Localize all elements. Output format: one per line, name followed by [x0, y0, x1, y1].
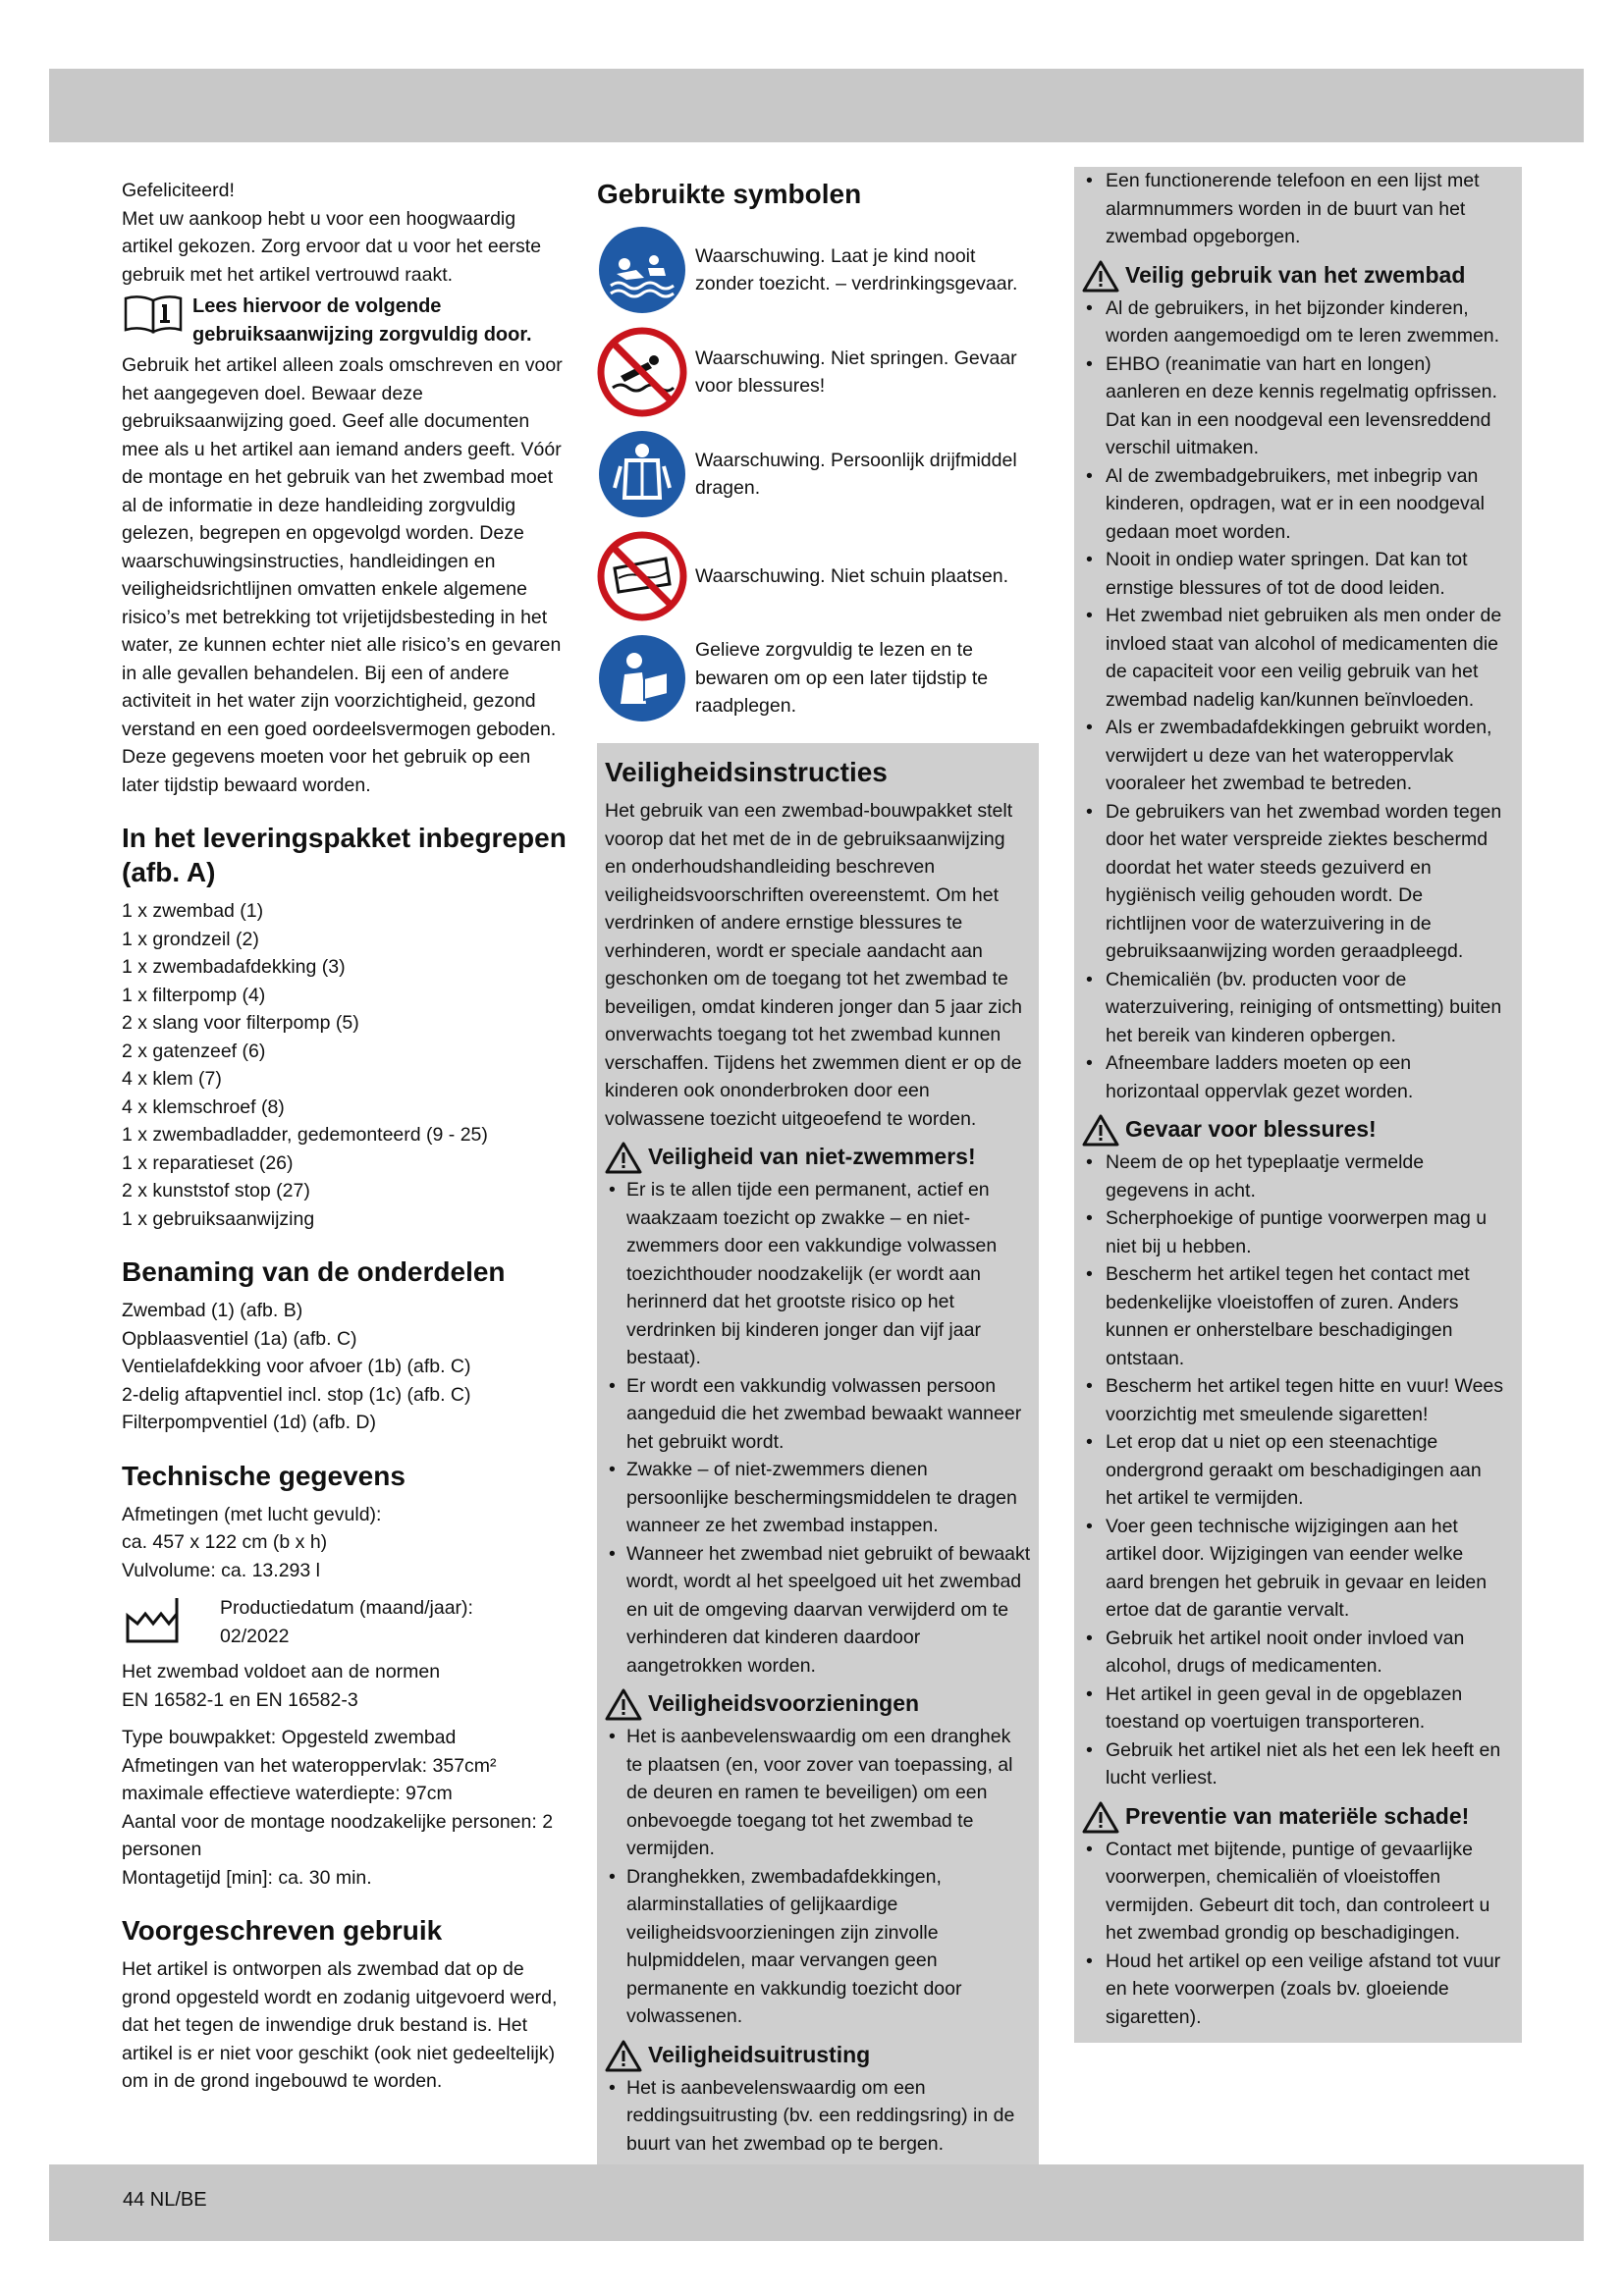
- list-item: 4 x klemschroef (8): [122, 1095, 285, 1118]
- list-item: • EHBO (reanimatie van hart en longen) aanleren en deze kennis regelmatig opfrissen. Dat kan in een noodgeval een levensreddend verschil uitmaken.: [1082, 350, 1514, 462]
- nonswimmers-title: Veiligheid van niet-zwemmers!: [648, 1144, 976, 1169]
- damage-list: [1082, 1836, 1514, 2032]
- safe-use-heading: [1082, 261, 1514, 293]
- kit-line: Type bouwpakket: Opgesteld zwembad: [122, 1727, 457, 1748]
- injury-title: Gevaar voor blessures!: [1125, 1116, 1377, 1142]
- safety-text: Het gebruik van een zwembad-bouwpakket stelt voorop dat het met de in de gebruiksaanwijzing en onderhoudshandleiding beschreven veiligheidsvoorschriften overeenstemt. Om het verdrinken of andere ernstige blessures te verhinderen, wordt er speciale aandacht aan geschonken om de toegang tot het zwembad te beveiligen, omdat kinderen jonger dan 5 jaar zich onverwachts toegang tot het zwembad kunnen verschaffen. Tijdens het zwemmen dient er op de kinderen ook ononderbroken door een volwassene toezicht uitgeoefend te worden.: [605, 800, 1022, 1130]
- warning-icon: [605, 1141, 642, 1174]
- package-title: In het leveringspakket inbegrepen (afb. A): [122, 823, 567, 887]
- list-item: 2 x slang voor filterpomp (5): [122, 1012, 359, 1034]
- phone-list: [1082, 167, 1514, 251]
- symbol-text: Waarschuwing. Niet springen. Gevaar voor blessures!: [695, 347, 1017, 397]
- intended-use-text: Het artikel is ontworpen als zwembad dat op de grond opgesteld wordt en zodanig uitgevoerd werd, dat het tegen de inwendige druk bestand is. Het artikel is er niet voor geschikt (ook niet gedeeltelijk) om in de grond ingebouwd te worden.: [122, 1958, 558, 2092]
- page-number: 44 NL/BE: [123, 2189, 207, 2211]
- no-diving-icon: [597, 327, 687, 417]
- column-left: [122, 177, 568, 2096]
- child-supervision-icon: [597, 225, 687, 315]
- list-item: • Het is aanbevelenswaardig om een reddingsuitrusting (bv. een reddingsring) in de buurt van het zwembad op te bergen.: [605, 2074, 1031, 2159]
- list-item: • Wanneer het zwembad niet gebruikt of bewaakt wordt, wordt al het speelgoed uit het zwembad en uit de omgeving daarvan verwijderd om te verhinderen dat kinderen daardoor aangetrokken worden.: [605, 1540, 1031, 1681]
- list-item: 1 x filterpomp (4): [122, 984, 266, 1006]
- injury-heading: [1082, 1115, 1514, 1147]
- damage-heading: [1082, 1802, 1514, 1834]
- read-instructions-text: Lees hiervoor de volgende gebruiksaanwijzing zorgvuldig door.: [192, 295, 532, 346]
- list-item: • Nooit in ondiep water springen. Dat kan tot ernstige blessures of tot de dood leiden.: [1082, 546, 1514, 602]
- prod-date-label: Productiedatum (maand/jaar):: [220, 1597, 473, 1619]
- list-item: • De gebruikers van het zwembad worden tegen door het water verspreide ziektes beschermd doordat het water steeds gezuiverd en hygiënisch veilig gehouden wordt. De richtlijnen voor de waterzuivering in de gebruiksaanwijzing worden geraadpleegd.: [1082, 798, 1514, 966]
- intended-use-title: Voorgeschreven gebruik: [122, 1915, 443, 1946]
- footer-bar: [49, 2164, 1584, 2241]
- list-item: 2-delig aftapventiel incl. stop (1c) (afb. C): [122, 1383, 471, 1406]
- read-manual-icon: [597, 633, 687, 723]
- symbol-text: Gelieve zorgvuldig te lezen en te bewaren om op een later tijdstip te raadplegen.: [695, 639, 989, 718]
- list-item: • Voer geen technische wijzigingen aan het artikel door. Wijzigingen van eender welke aard brengen het gebruik in gevaar en leiden ertoe dat de garantie vervalt.: [1082, 1513, 1514, 1625]
- list-item: • Een functionerende telefoon en een lijst met alarmnummers worden in de buurt van het zwembad opgeborgen.: [1082, 167, 1514, 251]
- kit-line: Aantal voor de montage noodzakelijke personen: 2 personen: [122, 1810, 554, 1860]
- list-item: • Gebruik het artikel niet als het een lek heeft en lucht verliest.: [1082, 1736, 1514, 1792]
- life-vest-icon: [597, 429, 687, 519]
- safety-box: [597, 743, 1039, 2169]
- package-list: [122, 897, 568, 1233]
- list-item: • Let erop dat u niet op een steenachtige ondergrond geraakt om beschadigingen aan het artikel te vermijden.: [1082, 1428, 1514, 1513]
- safe-use-list: [1082, 294, 1514, 1106]
- warning-icon: [1082, 259, 1119, 293]
- list-item: 1 x zwembad (1): [122, 900, 264, 922]
- kit-line: Afmetingen van het wateroppervlak: 357cm²: [122, 1754, 497, 1777]
- greeting: Gefeliciteerd!: [122, 180, 235, 201]
- symbol-row: [597, 327, 1039, 417]
- provisions-list: [605, 1723, 1031, 2031]
- list-item: 1 x gebruiksaanwijzing: [122, 1207, 315, 1230]
- parts-main: Zwembad (1) (afb. B): [122, 1300, 303, 1321]
- kit-line: maximale effectieve waterdiepte: 97cm: [122, 1783, 453, 1804]
- open-book-info-icon: [122, 293, 187, 334]
- warning-icon: [1082, 1800, 1119, 1834]
- list-item: 4 x klem (7): [122, 1068, 222, 1090]
- symbol-text: Waarschuwing. Persoonlijk drijfmiddel dragen.: [695, 449, 1017, 499]
- list-item: • Er wordt een vakkundig volwassen persoon aangeduid die het zwembad bewaakt wanneer het gebruikt wordt.: [605, 1372, 1031, 1457]
- list-item: • Er is te allen tijde een permanent, actief en waakzaam toezicht op zwakke – en niet-zwemmers door een vakkundige volwassen toezichthouder noodzakelijk (er wordt aan herinnerd dat het grootste risico op het verdrinken bij kinderen jonger dan vijf jaar bestaat).: [605, 1176, 1031, 1372]
- intro-text: Met uw aankoop hebt u voor een hoogwaardig artikel gekozen. Zorg ervoor dat u voor het eerste gebruik met het artikel vertrouwd raakt.: [122, 207, 542, 286]
- list-item: • Contact met bijtende, puntige of gevaarlijke voorwerpen, chemicaliën of vloeistoffen vermijden. Gebeurt dit toch, dan controleert u het zwembad grondig op beschadigingen.: [1082, 1836, 1514, 1948]
- manufacture-date-icon: [122, 1594, 190, 1645]
- tech-volume: Vulvolume: ca. 13.293 l: [122, 1559, 320, 1581]
- list-item: • Als er zwembadafdekkingen gebruikt worden, verwijdert u deze van het wateroppervlak vooraleer het zwembad te betreden.: [1082, 714, 1514, 798]
- production-date: [122, 1594, 568, 1650]
- equipment-list: [605, 2074, 1031, 2159]
- warning-icon: [605, 1687, 642, 1721]
- tech-dims-value: ca. 457 x 122 cm (b x h): [122, 1531, 328, 1553]
- symbol-text: Waarschuwing. Niet schuin plaatsen.: [695, 564, 1009, 587]
- list-item: Ventielafdekking voor afvoer (1b) (afb. C): [122, 1356, 471, 1377]
- parts-list: [122, 1325, 568, 1437]
- no-slope-icon: [597, 531, 687, 621]
- list-item: • Neem de op het typeplaatje vermelde gegevens in acht.: [1082, 1148, 1514, 1204]
- symbol-row: [597, 225, 1039, 315]
- symbols-title: Gebruikte symbolen: [597, 179, 862, 209]
- tech-dims-label: Afmetingen (met lucht gevuld):: [122, 1503, 382, 1525]
- list-item: 1 x reparatieset (26): [122, 1151, 294, 1174]
- header-bar: [49, 69, 1584, 142]
- read-instructions-note: [122, 293, 568, 349]
- norms-line: EN 16582-1 en EN 16582-3: [122, 1688, 358, 1711]
- list-item: • Het zwembad niet gebruiken als men onder de invloed staat van alcohol of medicamenten die de capaciteit voor een veilig gebruik van het zwembad nadelig kan/kunnen beïnvloeden.: [1082, 602, 1514, 714]
- list-item: • Houd het artikel op een veilige afstand tot vuur en hete voorwerpen (zoals bv. gloeiende sigaretten).: [1082, 1948, 1514, 2032]
- list-item: • Gebruik het artikel nooit onder invloed van alcohol, drugs of medicamenten.: [1082, 1625, 1514, 1681]
- warning-icon: [1082, 1113, 1119, 1147]
- equipment-title: Veiligheidsuitrusting: [648, 2041, 871, 2067]
- provisions-title: Veiligheidsvoorzieningen: [648, 1690, 920, 1716]
- symbol-row: [597, 633, 1039, 723]
- kit-line: Montagetijd [min]: ca. 30 min.: [122, 1866, 372, 1889]
- list-item: • Chemicaliën (bv. producten voor de waterzuivering, reiniging of ontsmetting) buiten het bereik van kinderen opbergen.: [1082, 966, 1514, 1050]
- list-item: • Het is aanbevelenswaardig om een dranghek te plaatsen (en, voor zover van toepassing, al de deuren en ramen te beveiligen) om een onbevoegde toegang tot het zwembad te vermijden.: [605, 1723, 1031, 1863]
- list-item: 1 x grondzeil (2): [122, 928, 259, 950]
- parts-title: Benaming van de onderdelen: [122, 1256, 506, 1287]
- injury-list: [1082, 1148, 1514, 1792]
- nonswimmers-list: [605, 1176, 1031, 1680]
- provisions-heading: [605, 1689, 1031, 1721]
- safety-title: Veiligheidsinstructies: [605, 757, 888, 787]
- list-item: 2 x gatenzeef (6): [122, 1040, 266, 1062]
- column-right: [1074, 167, 1522, 2043]
- list-item: • Al de zwembadgebruikers, met inbegrip van kinderen, opdragen, wat er in een noodgeval gedaan moet worden.: [1082, 462, 1514, 547]
- list-item: Opblaasventiel (1a) (afb. C): [122, 1327, 357, 1350]
- list-item: • Zwakke – of niet-zwemmers dienen persoonlijke beschermingsmiddelen te dragen wanneer ze het zwembad instappen.: [605, 1456, 1031, 1540]
- tech-title: Technische gegevens: [122, 1460, 406, 1491]
- symbol-row: [597, 531, 1039, 621]
- symbol-row: [597, 429, 1039, 519]
- list-item: • Al de gebruikers, in het bijzonder kinderen, worden aangemoedigd om te leren zwemmen.: [1082, 294, 1514, 350]
- warning-icon: [605, 2039, 642, 2072]
- list-item: 2 x kunststof stop (27): [122, 1180, 310, 1201]
- safe-use-title: Veilig gebruik van het zwembad: [1125, 261, 1466, 288]
- list-item: • Afneembare ladders moeten op een horizontaal oppervlak gezet worden.: [1082, 1049, 1514, 1105]
- equipment-heading: [605, 2041, 1031, 2072]
- list-item: • Het artikel in geen geval in de opgeblazen toestand op voertuigen transporteren.: [1082, 1681, 1514, 1736]
- list-item: 1 x zwembadladder, gedemonteerd (9 - 25): [122, 1124, 488, 1146]
- damage-title: Preventie van materiële schade!: [1125, 1802, 1470, 1829]
- nonswimmers-heading: [605, 1143, 1031, 1174]
- prod-date-value: 02/2022: [220, 1625, 290, 1647]
- norms-line: Het zwembad voldoet aan de normen: [122, 1661, 441, 1682]
- list-item: 1 x zwembadafdekking (3): [122, 956, 346, 978]
- list-item: Filterpompventiel (1d) (afb. D): [122, 1412, 377, 1433]
- list-item: • Scherphoekige of puntige voorwerpen mag u niet bij u hebben.: [1082, 1204, 1514, 1260]
- list-item: • Bescherm het artikel tegen hitte en vuur! Wees voorzichtig met smeulende sigaretten!: [1082, 1372, 1514, 1428]
- usage-text: Gebruik het artikel alleen zoals omschreven en voor het aangegeven doel. Bewaar deze gebruiksaanwijzing goed. Geef alle documenten mee als u het artikel aan iemand anders geeft. Vóór de montage en het gebruik van het zwembad moet al de informatie in deze handleiding zorgvuldig gelezen, begrepen en opgevolgd worden. Deze waarschuwingsinstructies, handleidingen en veiligheidsrichtlijnen omvatten enkele algemene risico’s met betrekking tot vrijetijdsbesteding in het water, ze kunnen echter niet alle risico’s en gevaren in alle gevallen behandelen. Bij een of andere activiteit in het water zijn voorzichtigheid, gezond verstand en een goed oordeelsvermogen geboden. Deze gegevens moeten voor het gebruik op een later tijdstip bewaard worden.: [122, 354, 563, 796]
- list-item: • Bescherm het artikel tegen het contact met bedenkelijke vloeistoffen of zuren. Anders kunnen er onherstelbare beschadigingen ontstaan.: [1082, 1260, 1514, 1372]
- symbol-text: Waarschuwing. Laat je kind nooit zonder toezicht. – verdrinkingsgevaar.: [695, 244, 1018, 294]
- column-middle: [597, 177, 1039, 2169]
- list-item: • Dranghekken, zwembadafdekkingen, alarminstallaties of gelijkaardige veiligheidsvoorzieningen zijn zinvolle hulpmiddelen, maar vervangen geen permanente en vakkundig toezicht door volwassenen.: [605, 1863, 1031, 2031]
